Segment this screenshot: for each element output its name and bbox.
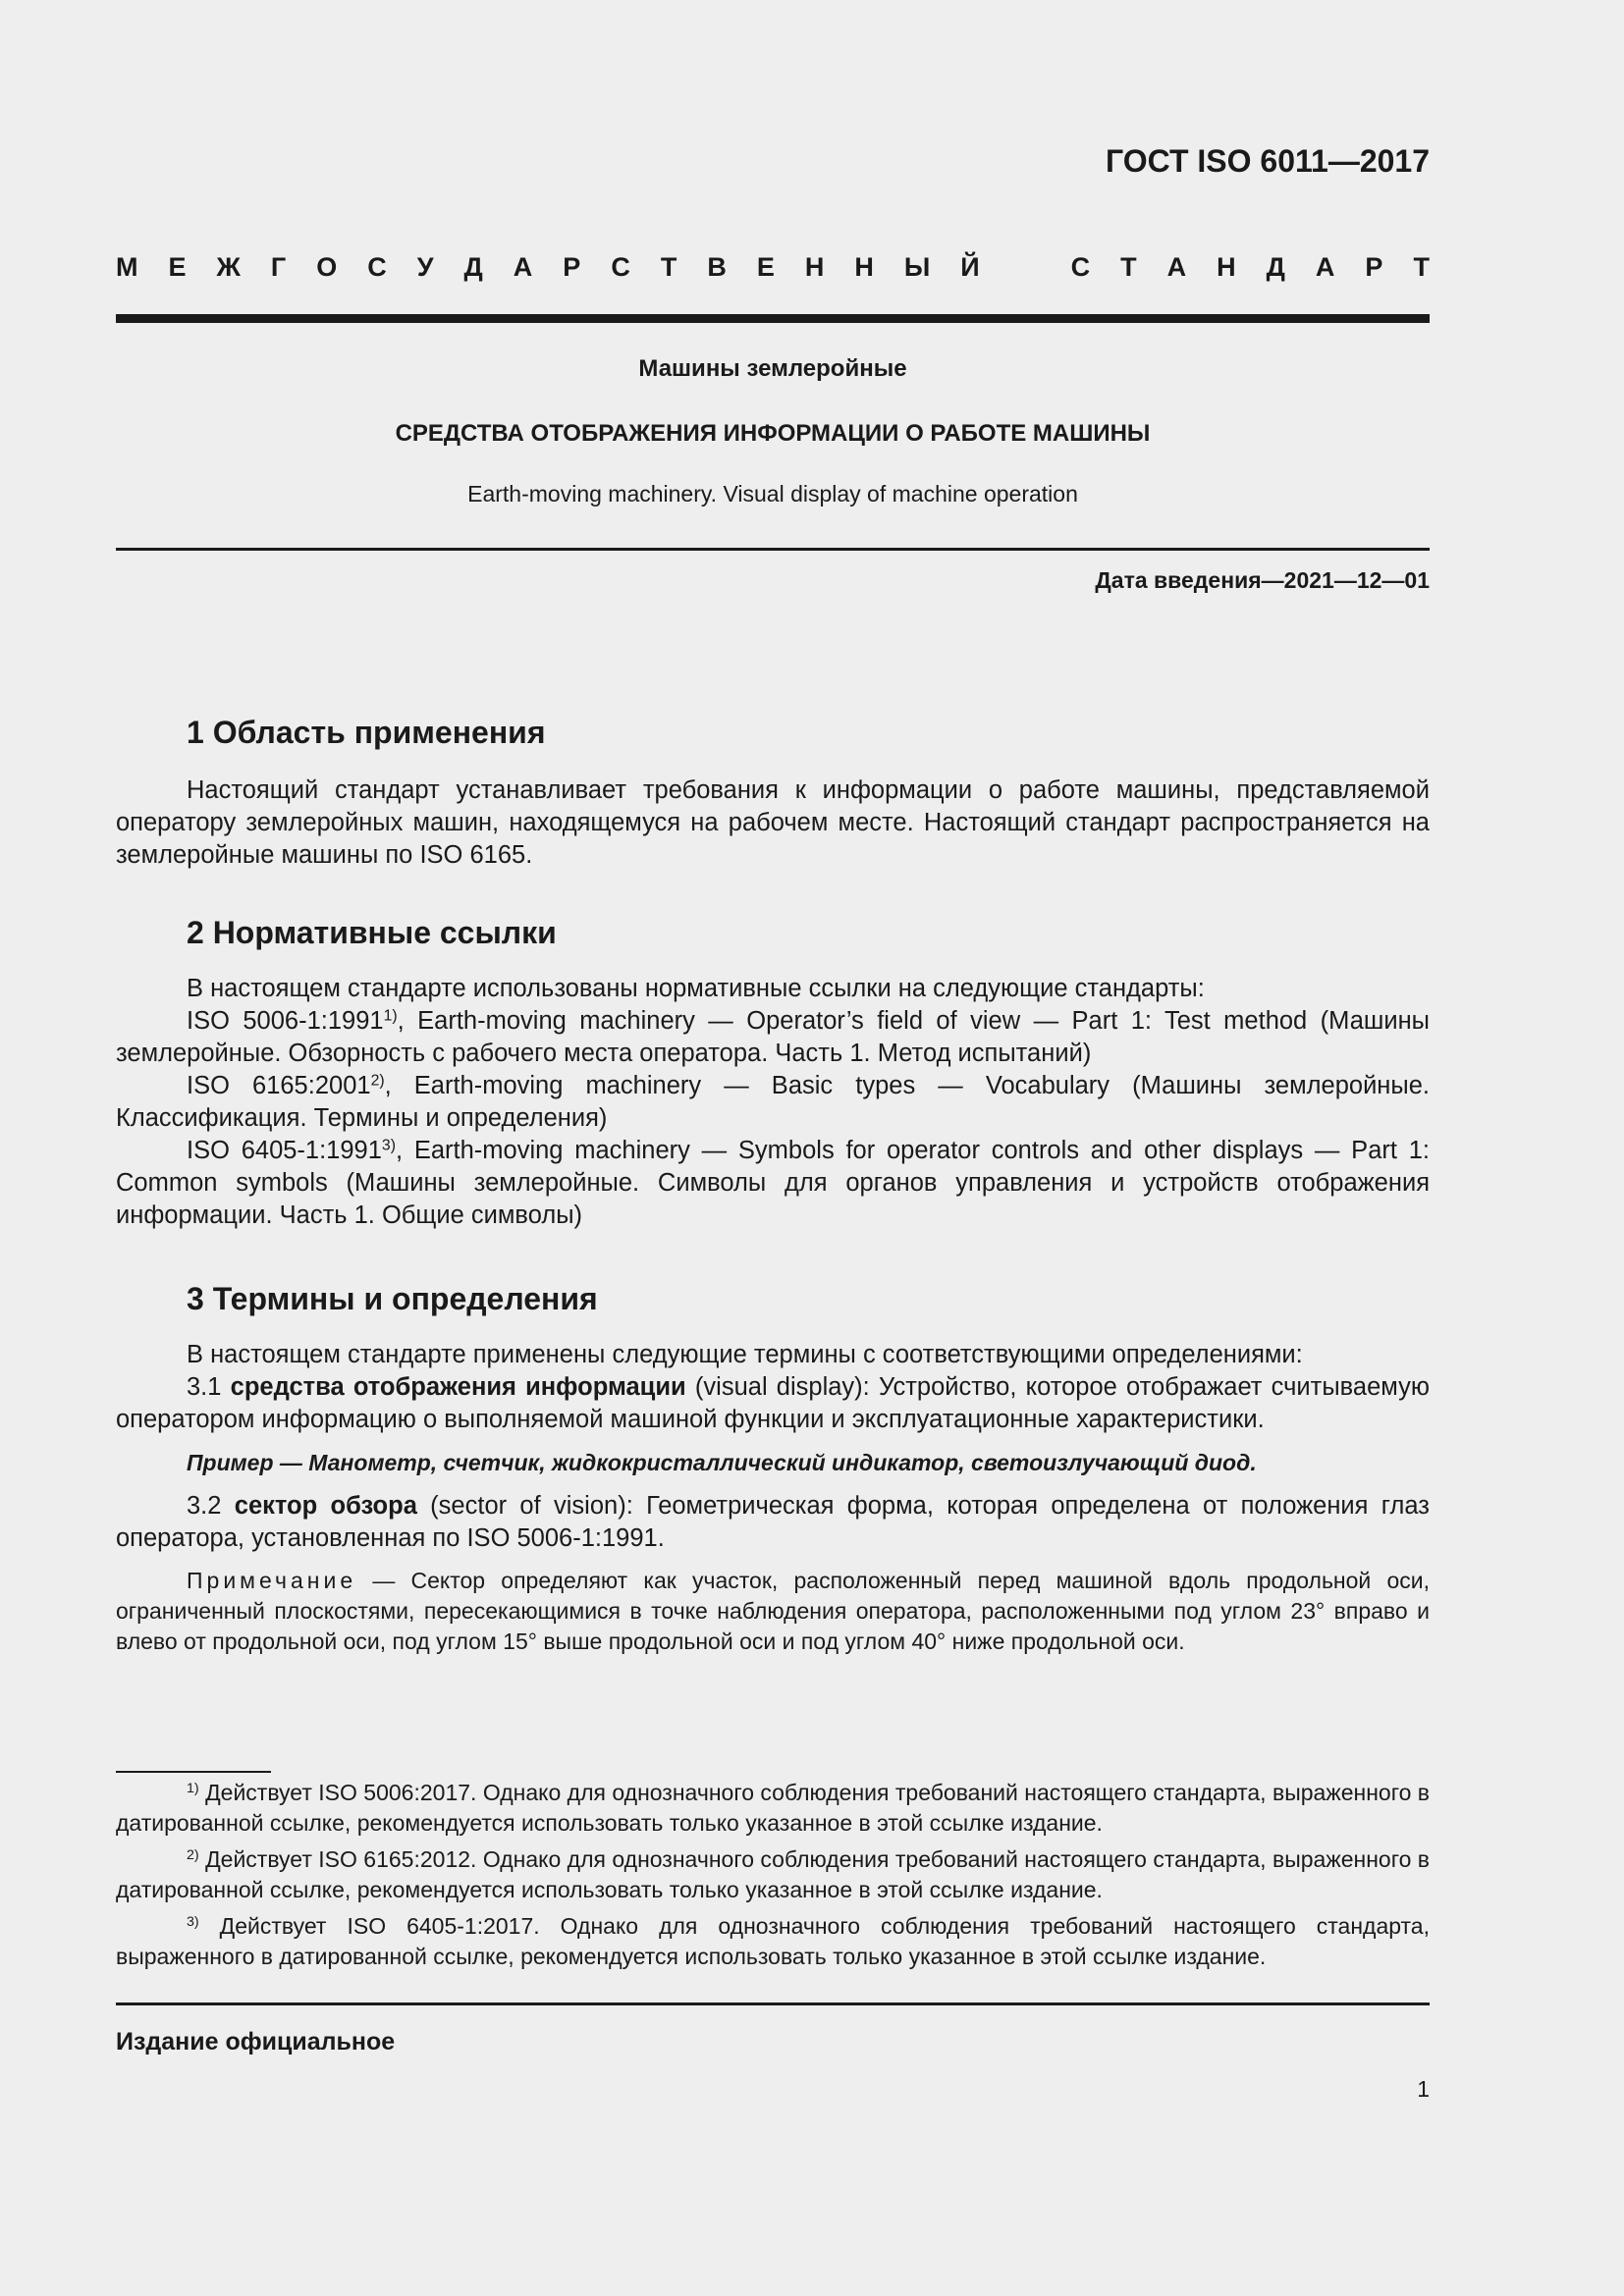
reference-title: , Earth-moving machinery — Symbols for operator controls and other displays — Part 1: Common symbols (Машины землеройные. Символы для органов управления и устройств отображения информации. Часть 1. Общие символы) (116, 1137, 1430, 1229)
header-divider (116, 314, 1430, 323)
reference-title: , Earth-moving machinery — Basic types — Vocabulary (Машины землеройные. Классификация. Термины и определения) (116, 1072, 1430, 1132)
term-name: сектор обзора (234, 1492, 417, 1520)
section-3-body (116, 1339, 1430, 1657)
banner-letter: Т (660, 252, 677, 282)
term-definition (116, 1371, 1430, 1436)
banner-letter: У (416, 252, 434, 282)
term-definition (116, 1490, 1430, 1555)
banner-letter: Н (854, 252, 874, 282)
official-edition-label: Издание официальное (116, 2028, 396, 2056)
banner-letter: С (367, 252, 387, 282)
reference-item (116, 1070, 1430, 1135)
footnote-mark: 3) (381, 1137, 396, 1154)
reference-title: , Earth-moving machinery — Operator’s field of view — Part 1: Test method (Машины землеройные. Обзорность с рабочего места оператора. Часть 1. Метод испытаний) (116, 1007, 1430, 1067)
banner-letter: Ы (903, 252, 931, 282)
banner-letter: Е (756, 252, 775, 282)
footnote-text: Действует ISO 6165:2012. Однако для однозначного соблюдения требований настоящего стандарта, выраженного в датированной ссылке, рекомендуется использовать только указанное в этой ссылке издание. (116, 1846, 1430, 1902)
reference-code: ISO 6405-1:1991 (187, 1137, 382, 1164)
banner-letter: Р (563, 252, 581, 282)
reference-item (116, 1135, 1430, 1232)
footnotes (116, 1778, 1430, 1972)
banner-letter: С (1070, 252, 1091, 282)
section-1-heading: 1 Область применения (187, 715, 546, 750)
banner-letter: А (1315, 252, 1335, 282)
banner-letter: Т (1413, 252, 1430, 282)
footnote-mark: 3) (187, 1914, 199, 1931)
reference-item (116, 1005, 1430, 1070)
banner-letter: Д (1266, 252, 1285, 282)
term-text: (sector of vision): Геометрическая форма, которая определена от положения глаз оператора, установленная по ISO 5006-1:1991. (116, 1492, 1430, 1552)
banner-letter: С (611, 252, 630, 282)
term-note (116, 1566, 1430, 1657)
banner-letter: Е (168, 252, 187, 282)
section-1-text: Настоящий стандарт устанавливает требования к информации о работе машины, представляемой оператору землеройных машин, находящемуся на рабочем месте. Настоящий стандарт распространяется на землеройные машины по ISO 6165. (116, 776, 1430, 869)
term-text: (visual display): Устройство, которое отображает считываемую оператором информацию о выполняемой машиной функции и эксплуатационные характеристики. (116, 1373, 1430, 1433)
section-2-intro: В настоящем стандарте использованы нормативные ссылки на следующие стандарты: (187, 975, 1205, 1002)
banner-letter: Н (804, 252, 825, 282)
footnote-text: Действует ISO 6405-1:2017. Однако для однозначного соблюдения требований настоящего стандарта, выраженного в датированной ссылке, рекомендуется использовать только указанное в этой ссылке издание. (116, 1913, 1430, 1969)
banner-letter: Н (1217, 252, 1236, 282)
banner-letter: А (513, 252, 533, 282)
footer-divider (116, 2002, 1430, 2005)
footnote-mark: 2) (370, 1072, 385, 1090)
title-divider (116, 548, 1430, 551)
banner-letter: Р (1365, 252, 1383, 282)
page-number: 1 (1417, 2076, 1430, 2102)
footnote-mark: 1) (187, 1781, 199, 1797)
reference-code: ISO 6165:2001 (187, 1072, 371, 1099)
footnote-separator (116, 1771, 271, 1773)
term-name: средства отображения информации (230, 1373, 686, 1401)
footnote (116, 1844, 1430, 1905)
introduction-date: Дата введения—2021—12—01 (1095, 567, 1430, 593)
banner-letter: Й (960, 252, 980, 282)
term-number: 3.2 (187, 1492, 235, 1520)
section-2-heading: 2 Нормативные ссылки (187, 915, 557, 950)
footnote (116, 1778, 1430, 1839)
footnote-mark: 2) (187, 1847, 199, 1864)
banner-letter: А (1166, 252, 1187, 282)
section-2-body (116, 973, 1430, 1232)
banner-letter: Ж (216, 252, 241, 282)
note-text: — Сектор определяют как участок, расположенный перед машиной вдоль продольной оси, ограниченный плоскостями, пересекающимися в точке наблюдения оператора, расположенными под углом 23° вправо и влево от продольной оси, под углом 15° выше продольной оси и под углом 40° ниже продольной оси. (116, 1568, 1430, 1654)
title-english: Earth-moving machinery. Visual display of machine operation (467, 481, 1078, 507)
term-example: Пример — Манометр, счетчик, жидкокристаллический индикатор, светоизлучающий диод. (187, 1450, 1257, 1475)
note-label: Примечание (187, 1568, 357, 1593)
footnote-mark: 1) (383, 1007, 398, 1025)
interstate-standard-banner (116, 252, 1430, 283)
banner-letter: Г (270, 252, 287, 282)
title-group: Машины землеройные (638, 355, 907, 382)
section-3-heading: 3 Термины и определения (187, 1281, 598, 1316)
term-number: 3.1 (187, 1373, 231, 1401)
reference-code: ISO 5006-1:1991 (187, 1007, 384, 1035)
footnote (116, 1911, 1430, 1972)
banner-letter: О (316, 252, 338, 282)
document-number: ГОСТ ISO 6011—2017 (1106, 143, 1430, 179)
footnote-text: Действует ISO 5006:2017. Однако для однозначного соблюдения требований настоящего стандарта, выраженного в датированной ссылке, рекомендуется использовать только указанное в этой ссылке издание. (116, 1780, 1430, 1836)
section-1-body (116, 774, 1430, 872)
banner-letter: В (707, 252, 727, 282)
banner-letter: М (116, 252, 138, 282)
section-3-intro: В настоящем стандарте применены следующие термины с соответствующими определениями: (187, 1341, 1303, 1368)
banner-letter: Т (1120, 252, 1137, 282)
banner-letter: Д (463, 252, 483, 282)
title-main: СРЕДСТВА ОТОБРАЖЕНИЯ ИНФОРМАЦИИ О РАБОТЕ МАШИНЫ (395, 420, 1151, 447)
